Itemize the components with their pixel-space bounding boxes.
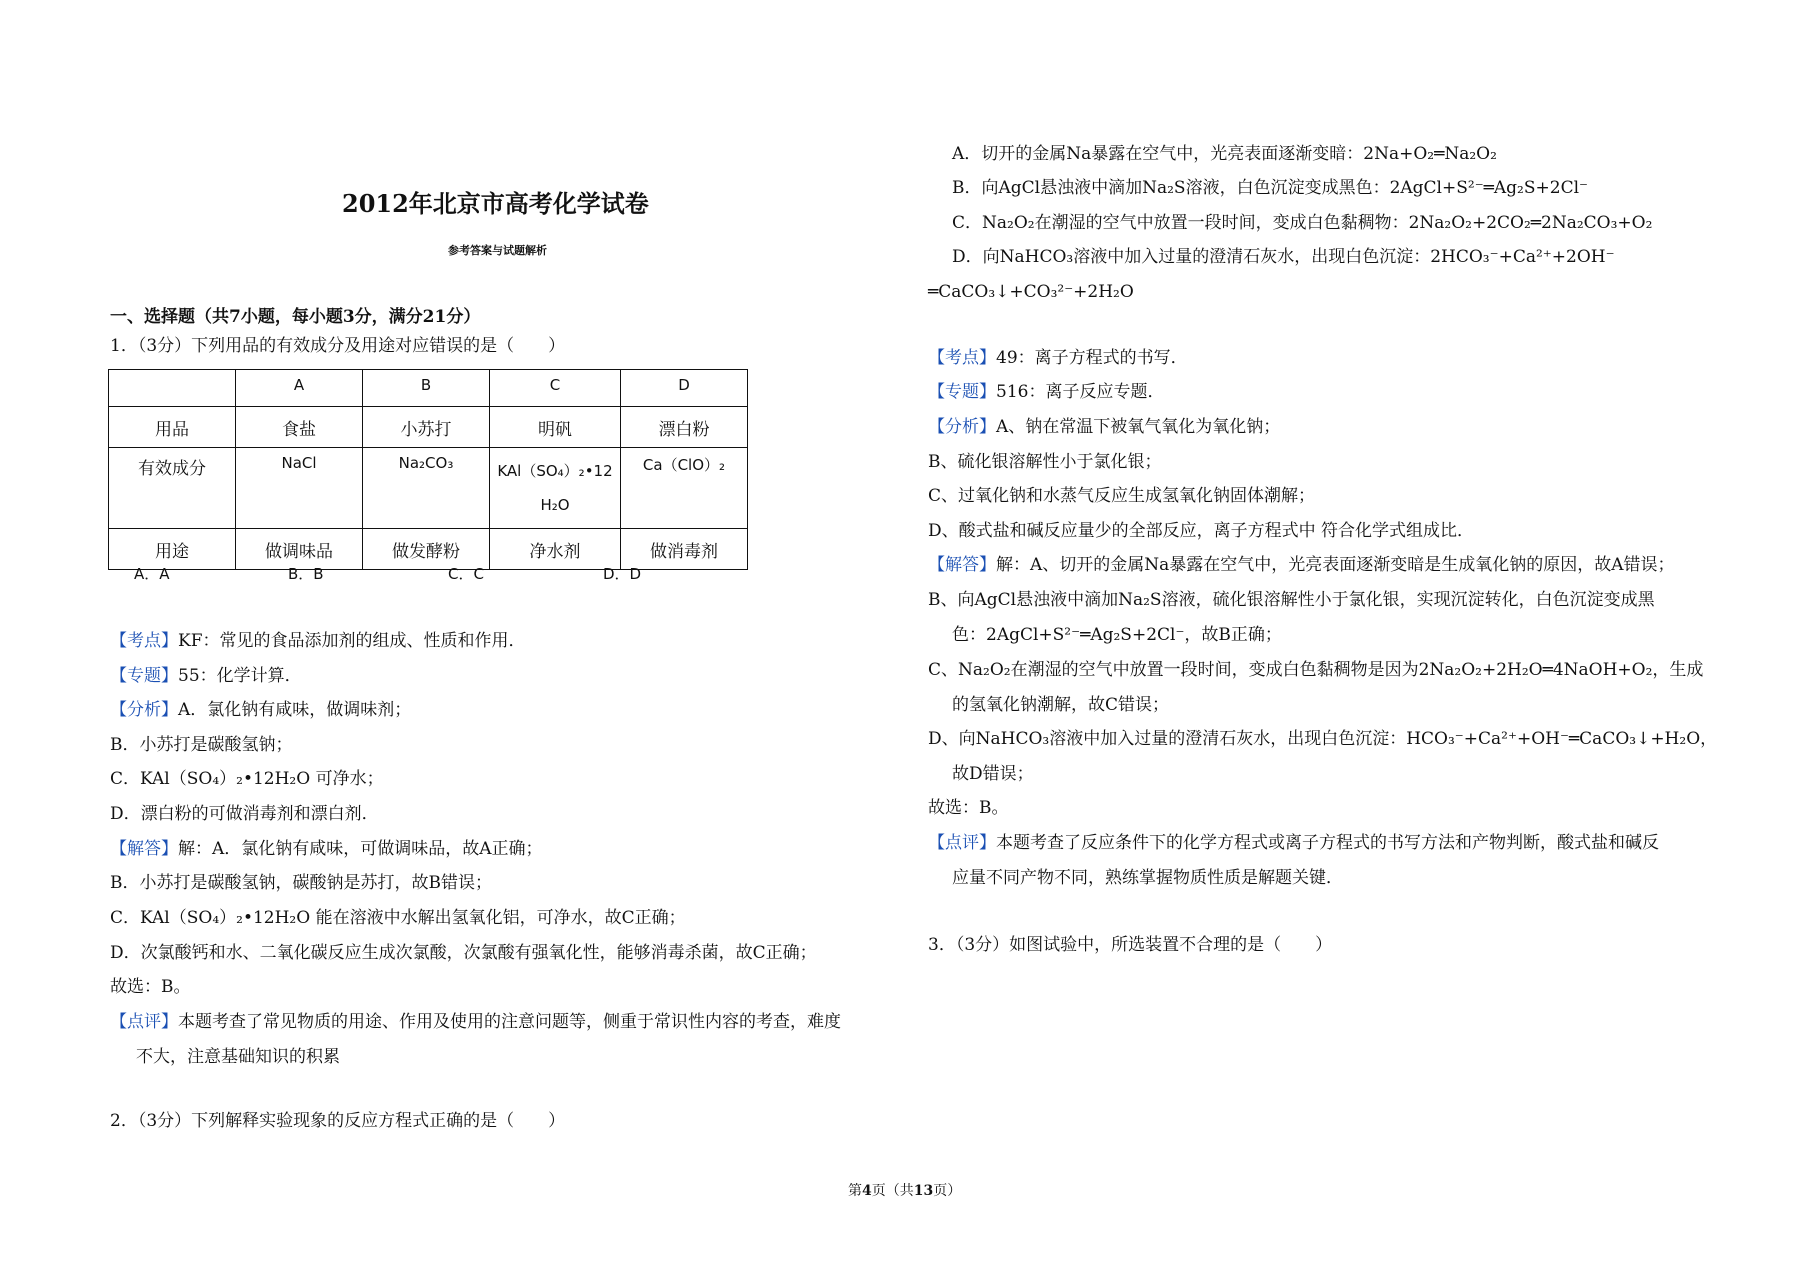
- table-row: [109, 370, 748, 407]
- table-cell: A: [236, 370, 363, 407]
- q2-option-d: D．向NaHCO₃溶液中加入过量的澄清石灰水，出现白色沉淀：2HCO₃⁻+Ca²⁺+2OH⁻: [952, 247, 1615, 267]
- table-cell: D: [621, 370, 748, 407]
- table-row: [109, 529, 748, 570]
- kaodian-tag: 【考点】: [928, 348, 996, 368]
- fenxi-tag: 【分析】: [928, 417, 996, 437]
- section-heading: 一、选择题（共7小题，每小题3分，满分21分）: [110, 307, 481, 327]
- page-number: 4: [862, 1183, 872, 1199]
- table-cell: 食盐: [236, 407, 363, 448]
- q1-option-a: A．A: [134, 565, 170, 583]
- jieda-tag: 【解答】: [110, 839, 178, 859]
- q1-option-b: B．B: [288, 565, 324, 583]
- q1-table: [108, 369, 748, 570]
- q1-fenxi-line: C．KAl（SO₄）₂•12H₂O 可净水；: [110, 769, 384, 789]
- table-cell: 做消毒剂: [621, 529, 748, 570]
- q1-dianping: 【点评】本题考查了常见物质的用途、作用及使用的注意问题等，侧重于常识性内容的考查，难度: [110, 1012, 841, 1032]
- q1-stem: 1．（3分）下列用品的有效成分及用途对应错误的是（ ）: [110, 336, 566, 356]
- q1-option-c: C．C: [448, 565, 484, 583]
- q2-option-b: B．向AgCl悬浊液中滴加Na₂S溶液，白色沉淀变成黑色：2AgCl+S²⁻═Ag₂S+2Cl⁻: [952, 178, 1588, 198]
- dianping-tag: 【点评】: [928, 833, 996, 853]
- q1-jieda-line: B．小苏打是碳酸氢钠，碳酸钠是苏打，故B错误；: [110, 873, 492, 893]
- table-cell: C: [490, 370, 621, 407]
- q2-jieda-line: 的氢氧化钠潮解，故C错误；: [952, 695, 1170, 715]
- table-cell: 用途: [109, 529, 236, 570]
- q2-option-a: A．切开的金属Na暴露在空气中，光亮表面逐渐变暗：2Na+O₂═Na₂O₂: [952, 144, 1497, 164]
- table-row: [109, 407, 748, 448]
- fenxi-tag: 【分析】: [110, 700, 178, 720]
- q2-jieda-line: D、向NaHCO₃溶液中加入过量的澄清石灰水，出现白色沉淀：HCO₃⁻+Ca²⁺+OH⁻═CaCO₃↓+H₂O，: [928, 729, 1718, 749]
- table-cell: 净水剂: [490, 529, 621, 570]
- q2-stem: 2．（3分）下列解释实验现象的反应方程式正确的是（ ）: [110, 1111, 566, 1131]
- q2-fenxi-line: D、酸式盐和碱反应量少的全部反应，离子方程式中 符合化学式组成比．: [928, 521, 1475, 541]
- kaodian-tag: 【考点】: [110, 631, 178, 651]
- dianping-tag: 【点评】: [110, 1012, 178, 1032]
- q2-jieda-line: B、向AgCl悬浊液中滴加Na₂S溶液，硫化银溶解性小于氯化银，实现沉淀转化，白色沉淀变成黑: [928, 590, 1655, 610]
- q2-dianping: 【点评】本题考查了反应条件下的化学方程式或离子方程式的书写方法和产物判断，酸式盐和碱反: [928, 833, 1659, 853]
- q2-dianping-line: 应量不同产物不同，熟练掌握物质性质是解题关键．: [952, 868, 1343, 888]
- q2-zhuanti: 【专题】516：离子反应专题．: [928, 382, 1165, 402]
- q2-jieda-line: 故D错误；: [952, 764, 1034, 784]
- table-cell: NaCl: [236, 448, 363, 529]
- q1-zhuanti: 【专题】55：化学计算．: [110, 666, 302, 686]
- q1-fenxi: 【分析】A．氯化钠有咸味，做调味剂；: [110, 700, 412, 720]
- page-title: 2012年北京市高考化学试卷: [342, 189, 649, 218]
- q2-fenxi-line: C、过氧化钠和水蒸气反应生成氢氧化钠固体潮解；: [928, 486, 1316, 506]
- q2-fenxi: 【分析】A、钠在常温下被氧气氧化为氧化钠；: [928, 417, 1281, 437]
- q2-kaodian: 【考点】49：离子方程式的书写．: [928, 348, 1188, 368]
- q2-jieda-line: 故选：B。: [928, 798, 1009, 818]
- table-cell: 做发酵粉: [363, 529, 490, 570]
- q1-fenxi-line: D．漂白粉的可做消毒剂和漂白剂．: [110, 804, 379, 824]
- table-cell: 做调味品: [236, 529, 363, 570]
- q1-jieda-line: D．次氯酸钙和水、二氧化碳反应生成次氯酸，次氯酸有强氧化性，能够消毒杀菌，故C正确；: [110, 943, 817, 963]
- page-total: 13: [913, 1183, 934, 1199]
- q1-jieda-line: C．KAl（SO₄）₂•12H₂O 能在溶液中水解出氢氧化铝，可净水，故C正确；: [110, 908, 686, 928]
- q2-fenxi-line: B、硫化银溶解性小于氯化银；: [928, 452, 1162, 472]
- table-cell: B: [363, 370, 490, 407]
- table-cell: 用品: [109, 407, 236, 448]
- table-cell: 小苏打: [363, 407, 490, 448]
- q1-fenxi-line: B．小苏打是碳酸氢钠；: [110, 735, 293, 755]
- q2-jieda: 【解答】解：A、切开的金属Na暴露在空气中，光亮表面逐渐变暗是生成氧化钠的原因，故A错误；: [928, 555, 1675, 575]
- q2-jieda-line: C、Na₂O₂在潮湿的空气中放置一段时间，变成白色黏稠物是因为2Na₂O₂+2H₂O═4NaOH+O₂，生成: [928, 660, 1704, 680]
- table-cell: [109, 370, 236, 407]
- q2-jieda-line: 色：2AgCl+S²⁻═Ag₂S+2Cl⁻，故B正确；: [952, 625, 1282, 645]
- q1-kaodian: 【考点】KF：常见的食品添加剂的组成、性质和作用．: [110, 631, 526, 651]
- table-cell: KAl（SO₄）₂•12H₂O: [490, 448, 621, 529]
- table-cell: 有效成分: [109, 448, 236, 529]
- q1-jieda: 【解答】解：A．氯化钠有咸味，可做调味品，故A正确；: [110, 839, 543, 859]
- q1-dianping-line: 不大，注意基础知识的积累: [136, 1047, 340, 1067]
- jieda-tag: 【解答】: [928, 555, 996, 575]
- q1-option-d: D．D: [603, 565, 642, 583]
- zhuanti-tag: 【专题】: [110, 666, 178, 686]
- q3-stem: 3．（3分）如图试验中，所选装置不合理的是（ ）: [928, 935, 1333, 955]
- table-cell: Ca（ClO）₂: [621, 448, 748, 529]
- table-row: [109, 448, 748, 529]
- page-subtitle: 参考答案与试题解析: [448, 244, 547, 257]
- zhuanti-tag: 【专题】: [928, 382, 996, 402]
- page-footer: 第4页（共13页）: [848, 1183, 962, 1199]
- q1-jieda-line: 故选：B。: [110, 977, 191, 997]
- q2-option-c: C．Na₂O₂在潮湿的空气中放置一段时间，变成白色黏稠物：2Na₂O₂+2CO₂═2Na₂CO₃+O₂: [952, 213, 1653, 233]
- table-cell: Na₂CO₃: [363, 448, 490, 529]
- table-cell: 明矾: [490, 407, 621, 448]
- table-cell: 漂白粉: [621, 407, 748, 448]
- q2-option-d-cont: ═CaCO₃↓+CO₃²⁻+2H₂O: [928, 282, 1134, 302]
